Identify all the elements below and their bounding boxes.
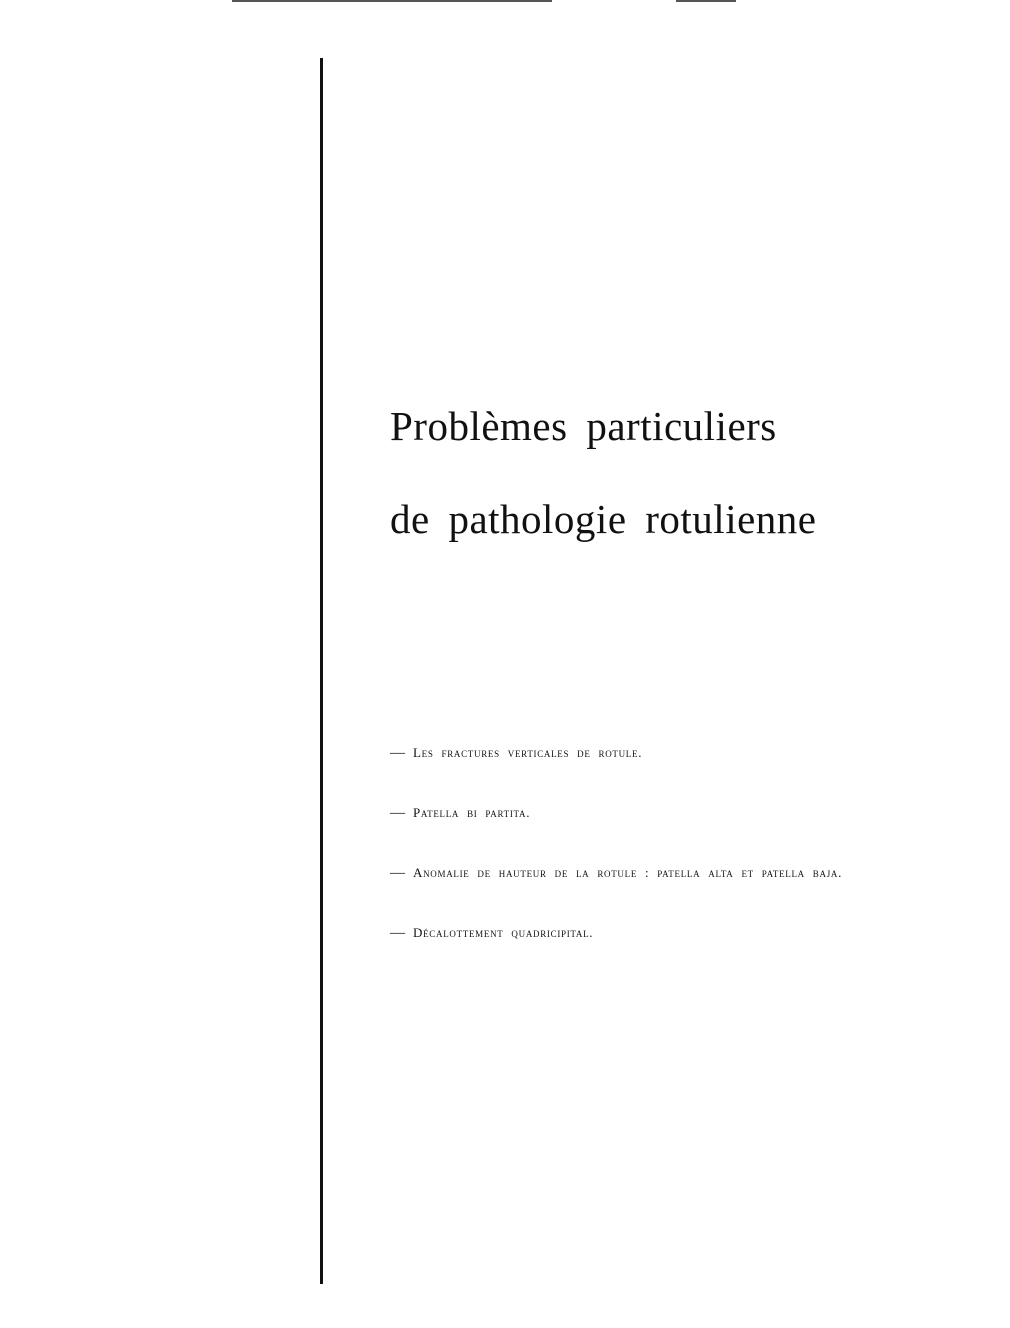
top-rule-left (232, 0, 552, 2)
list-item-text: Anomalie de hauteur de la rotule : patella alta et patella baja. (413, 865, 843, 880)
chapter-title (390, 380, 817, 566)
list-item (390, 924, 842, 984)
list-item-text: Les fractures verticales de rotule. (413, 745, 643, 760)
list-item (390, 864, 842, 924)
list-item-text: Décalottement quadricipital. (413, 925, 594, 940)
dash-marker: — (390, 865, 405, 881)
dash-marker: — (390, 925, 405, 941)
chapter-title-line-2: de pathologie rotulienne (390, 496, 817, 542)
dash-marker: — (390, 745, 405, 761)
list-item (390, 744, 842, 804)
list-item (390, 804, 842, 864)
dash-marker: — (390, 805, 405, 821)
list-item-text: Patella bi partita. (413, 805, 531, 820)
chapter-title-line-1: Problèmes particuliers (390, 403, 777, 449)
vertical-rule (320, 58, 323, 1284)
top-rule-right (676, 0, 736, 2)
chapter-contents-list (390, 744, 842, 984)
